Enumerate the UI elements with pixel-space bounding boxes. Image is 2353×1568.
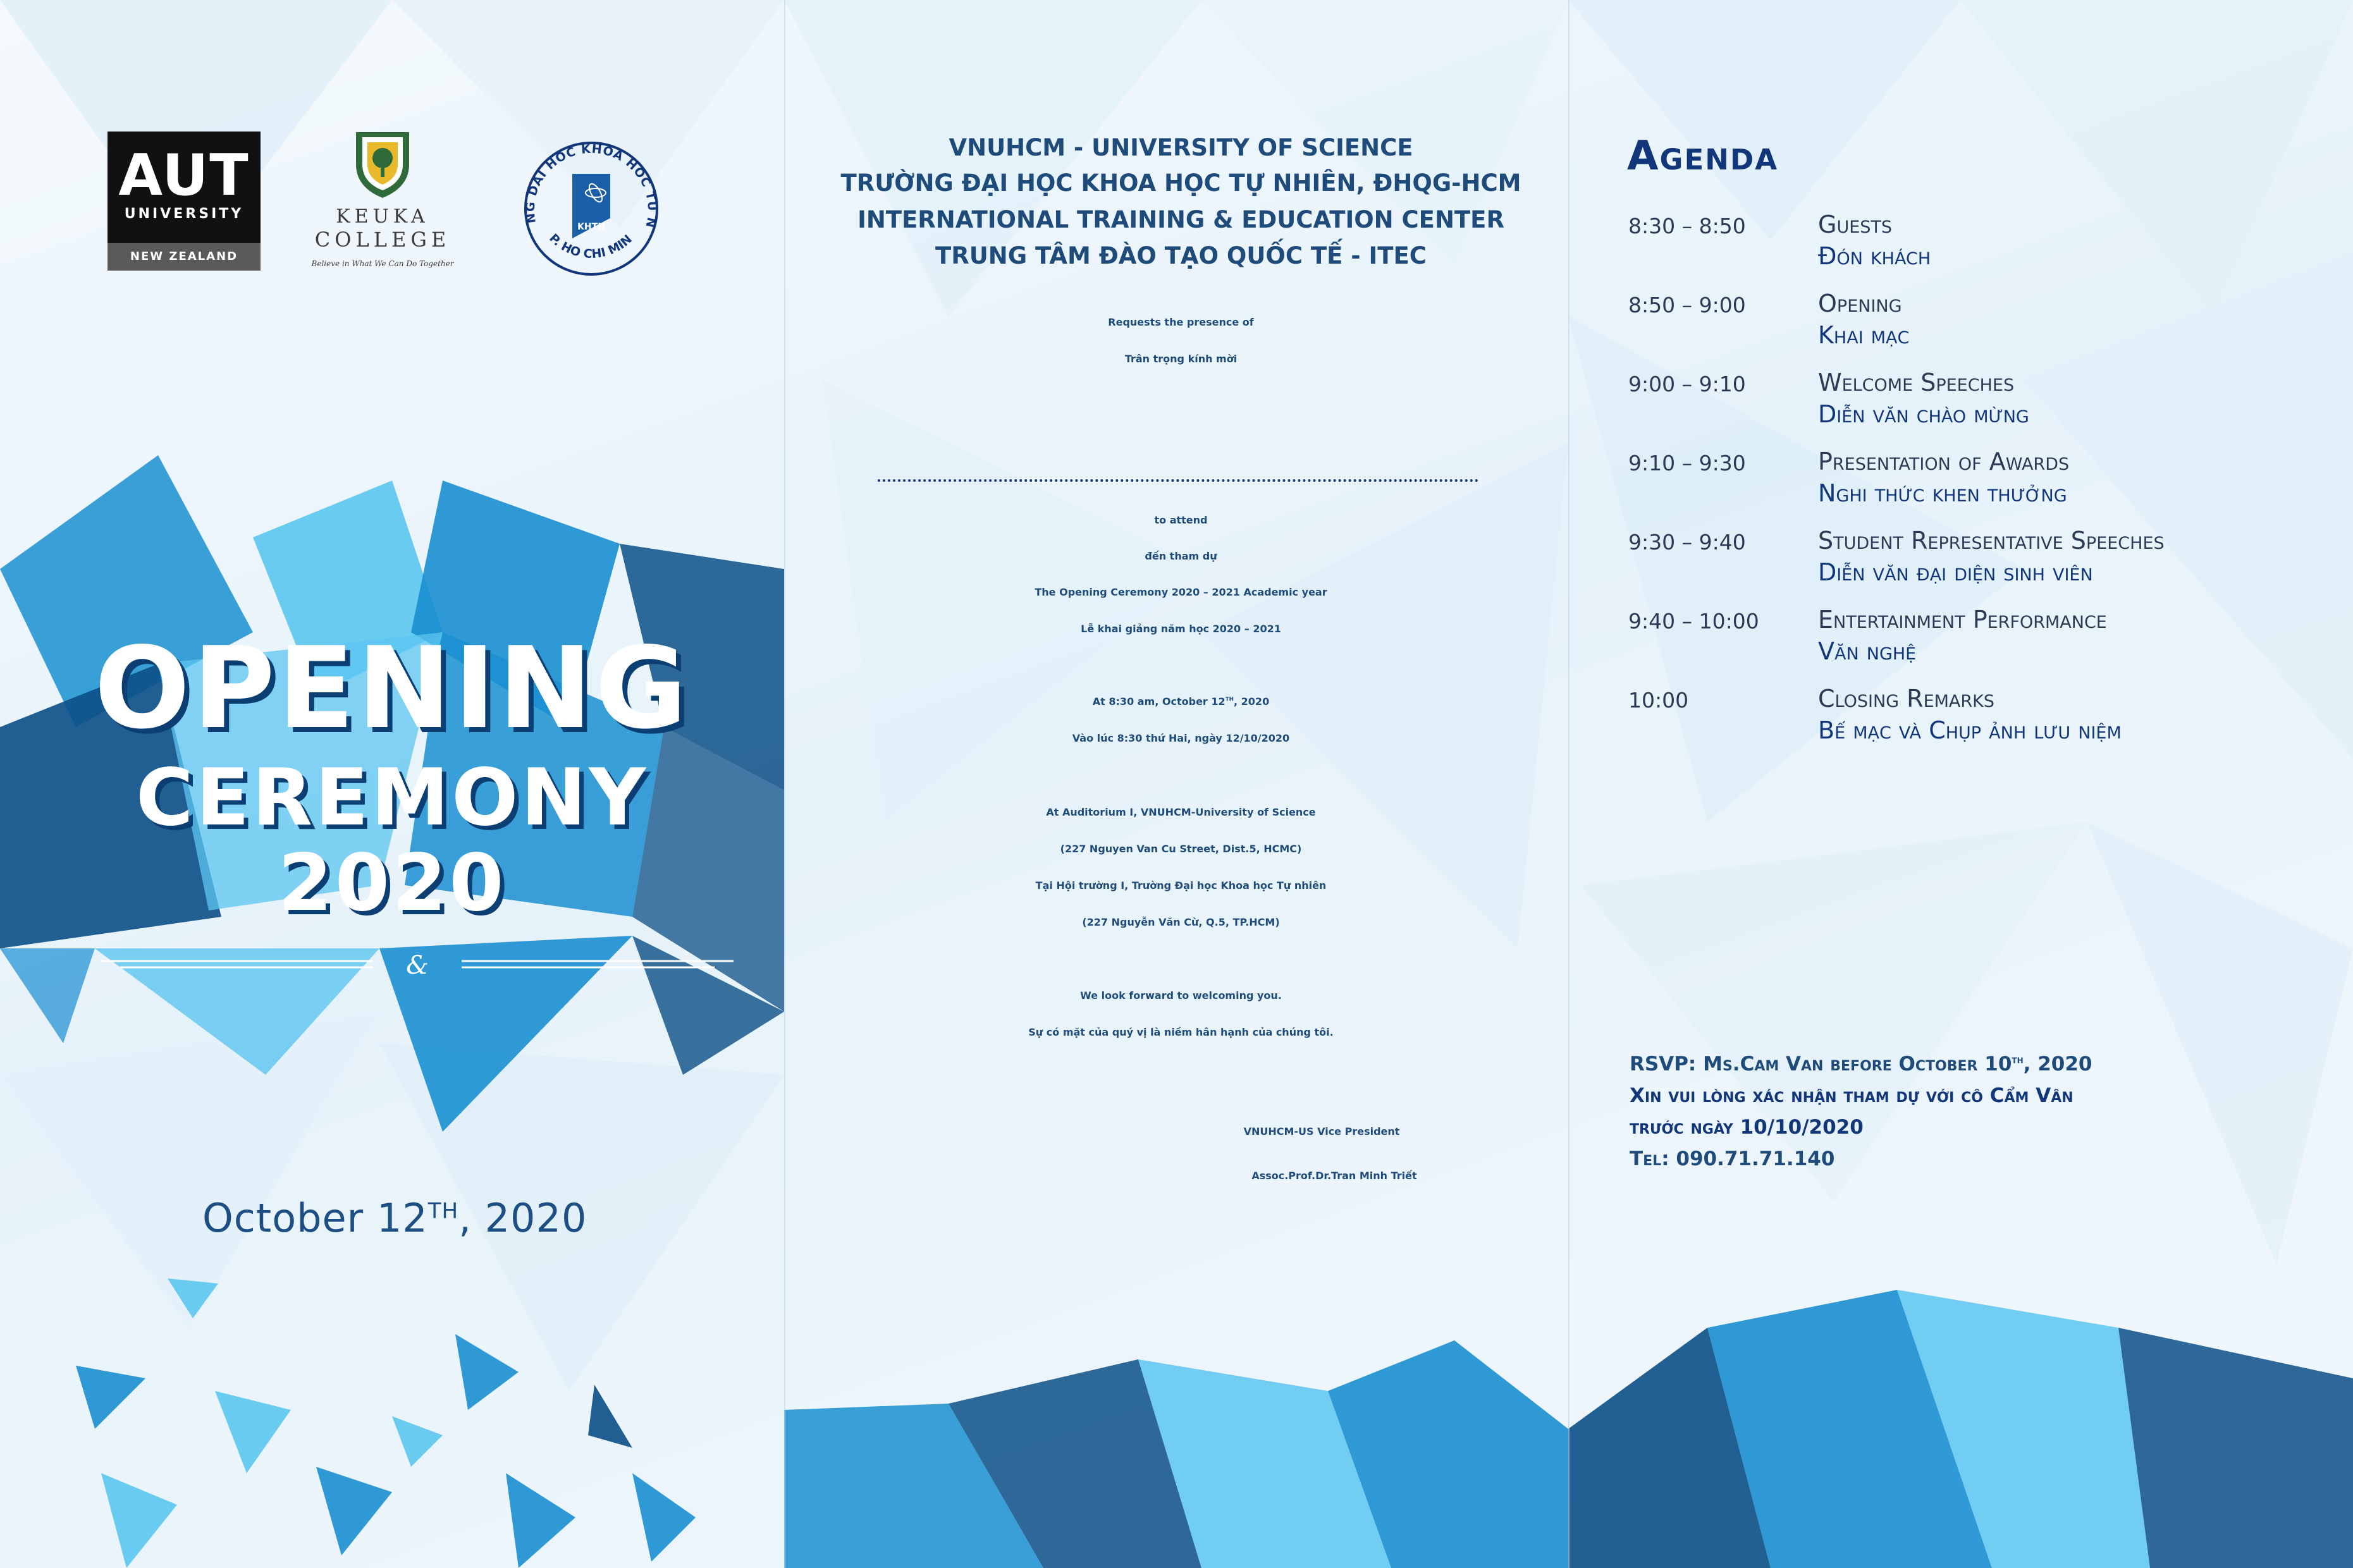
agenda-item-english: Presentation of Awards [1818, 448, 2070, 475]
background-facet [1568, 0, 1960, 240]
agenda-item-time: 9:40 – 10:00 [1628, 609, 1759, 634]
agenda-item-time: 10:00 [1628, 688, 1689, 713]
keuka-shield-icon [351, 130, 414, 199]
signer-name: Assoc.Prof.Dr.Tran Minh Triết [1251, 1170, 1417, 1182]
welcome-vietnamese: Sự có mặt của quý vị là niềm hân hạnh của chúng tôi. [1028, 1026, 1334, 1038]
time-vietnamese: Vào lúc 8:30 thứ Hai, ngày 12/10/2020 [1072, 732, 1290, 744]
welcome-english: We look forward to welcoming you. [1080, 989, 1282, 1001]
signer-title: VNUHCM-US Vice President [1243, 1125, 1400, 1137]
org2-vietnamese: TRUNG TÂM ĐÀO TẠO QUỐC TẾ - ITEC [935, 242, 1427, 269]
agenda-item-vietnamese: Nghi thức khen thưởng [1818, 479, 2067, 507]
keuka-logo [300, 130, 465, 275]
aut-logo-sub: UNIVERSITY [124, 206, 244, 222]
agenda-item-vietnamese: Diễn văn đại diện sinh viên [1818, 558, 2093, 586]
agenda-item-english: Opening [1818, 290, 1902, 317]
venue-vietnamese-line1: Tại Hội trường I, Trường Đại học Khoa học Tự nhiên [1035, 879, 1327, 891]
requests-english: Requests the presence of [1108, 316, 1254, 328]
agenda-title: Agenda [1627, 133, 1779, 180]
background-facet [1581, 822, 2087, 1201]
aut-logo-main: AUT [118, 142, 250, 209]
background-facet [1960, 0, 2353, 316]
title-ampersand: & [406, 951, 429, 980]
floating-triangle [588, 1385, 632, 1448]
time-english-sup: TH [1225, 696, 1234, 703]
agenda-item-time: 8:50 – 9:00 [1628, 293, 1746, 317]
floating-triangle [215, 1391, 291, 1473]
cover-date-sup: TH [427, 1198, 459, 1224]
attend-vietnamese: đến tham dự [1145, 550, 1217, 562]
guest-name-line [878, 479, 1478, 482]
floating-triangle [506, 1473, 575, 1568]
event-vietnamese: Lễ khai giảng năm học 2020 – 2021 [1081, 623, 1281, 635]
background-facet [822, 379, 1201, 822]
agenda-item-english: Welcome Speeches [1818, 369, 2015, 396]
agenda-item-vietnamese: Khai mạc [1818, 321, 1910, 349]
rsvp-line1-sup: th [2012, 1053, 2024, 1067]
title-divider [101, 948, 734, 980]
keuka-logo-line2: COLLEGE [314, 228, 451, 252]
time-english-year: , 2020 [1234, 695, 1270, 707]
rsvp-line1 [1630, 1053, 2092, 1075]
floating-triangle [76, 1366, 145, 1429]
floating-triangle [392, 1416, 443, 1467]
background-facet [0, 1012, 379, 1328]
khtn-ring-text: NG DAI HOC KHOA HOC TU N [523, 142, 660, 230]
cover-title-line3: 2020 [278, 838, 507, 929]
cover-date-year: , 2020 [458, 1195, 587, 1241]
rsvp-line1-year: , 2020 [2023, 1053, 2092, 1075]
agenda-item-time: 9:30 – 9:40 [1628, 530, 1746, 554]
khtn-bottom-text: P. HO CHI MIN [546, 231, 635, 262]
cover-date [202, 1195, 587, 1241]
agenda-item-english: Closing Remarks [1818, 685, 1994, 713]
fold-line-left [784, 0, 785, 1568]
background-facet [2087, 822, 2353, 1265]
khtn-shield-text: KHTN [577, 222, 605, 232]
cover-date-main: October 12 [202, 1195, 428, 1241]
attend-english: to attend [1154, 514, 1208, 526]
cover-title-line1: OPENING [94, 623, 690, 754]
agenda-item-vietnamese: Diễn văn chào mừng [1818, 400, 2029, 428]
agenda-item-english: Entertainment Performance [1818, 606, 2107, 634]
org1-english: VNUHCM - UNIVERSITY OF SCIENCE [949, 134, 1413, 161]
requests-vietnamese: Trân trọng kính mời [1124, 353, 1238, 365]
keuka-logo-tagline: Believe in What We Can Do Together [311, 259, 454, 268]
aut-logo [108, 132, 261, 271]
rsvp-line1-main: RSVP: Ms.Cam Van before October 10 [1630, 1053, 2012, 1075]
venue-vietnamese-line2: (227 Nguyễn Văn Cừ, Q.5, TP.HCM) [1082, 916, 1280, 928]
floating-triangle [455, 1334, 519, 1410]
time-english [787, 695, 1575, 707]
crystal-facet [0, 948, 95, 1043]
time-english-main: At 8:30 am, October 12 [1092, 695, 1226, 707]
agenda-item-vietnamese: Bế mạc và Chụp ảnh lưu niệm [1818, 716, 2122, 744]
agenda-item-english: Student Representative Speeches [1818, 527, 2165, 554]
venue-english-line1: At Auditorium I, VNUHCM-University of Science [1046, 806, 1316, 818]
venue-english-line2: (227 Nguyen Van Cu Street, Dist.5, HCMC) [1060, 843, 1302, 855]
agenda-item-time: 9:10 – 9:30 [1628, 451, 1746, 475]
agenda-item-vietnamese: Đón khách [1818, 242, 1931, 270]
fold-line-right [1568, 0, 1570, 1568]
rsvp-line3: trước ngày 10/10/2020 [1630, 1116, 1864, 1139]
floating-triangle [632, 1473, 696, 1562]
agenda-item-time: 8:30 – 8:50 [1628, 214, 1746, 238]
rsvp-line2: Xin vui lòng xác nhận tham dự với cô Cẩm Vân [1630, 1084, 2073, 1107]
mountain-facet [2118, 1328, 2353, 1568]
agenda-item-time: 9:00 – 9:10 [1628, 372, 1746, 396]
keuka-logo-line1: KEUKA [336, 205, 429, 228]
aut-logo-country: NEW ZEALAND [108, 243, 261, 271]
cover-title-line2: CEREMONY [135, 752, 649, 843]
floating-triangle [316, 1467, 392, 1555]
org2-english: INTERNATIONAL TRAINING & EDUCATION CENTER [857, 206, 1504, 233]
background-facet [2024, 253, 2353, 759]
agenda-item-vietnamese: Văn nghệ [1818, 637, 1917, 665]
rsvp-phone: Tel: 090.71.71.140 [1630, 1148, 1835, 1170]
event-english: The Opening Ceremony 2020 – 2021 Academic year [1035, 586, 1327, 598]
floating-triangle [101, 1473, 177, 1568]
khtn-logo [506, 130, 677, 278]
agenda-item-english: Guests [1818, 211, 1893, 238]
org1-vietnamese: TRƯỜNG ĐẠI HỌC KHOA HỌC TỰ NHIÊN, ĐHQG-HCM [840, 169, 1521, 197]
